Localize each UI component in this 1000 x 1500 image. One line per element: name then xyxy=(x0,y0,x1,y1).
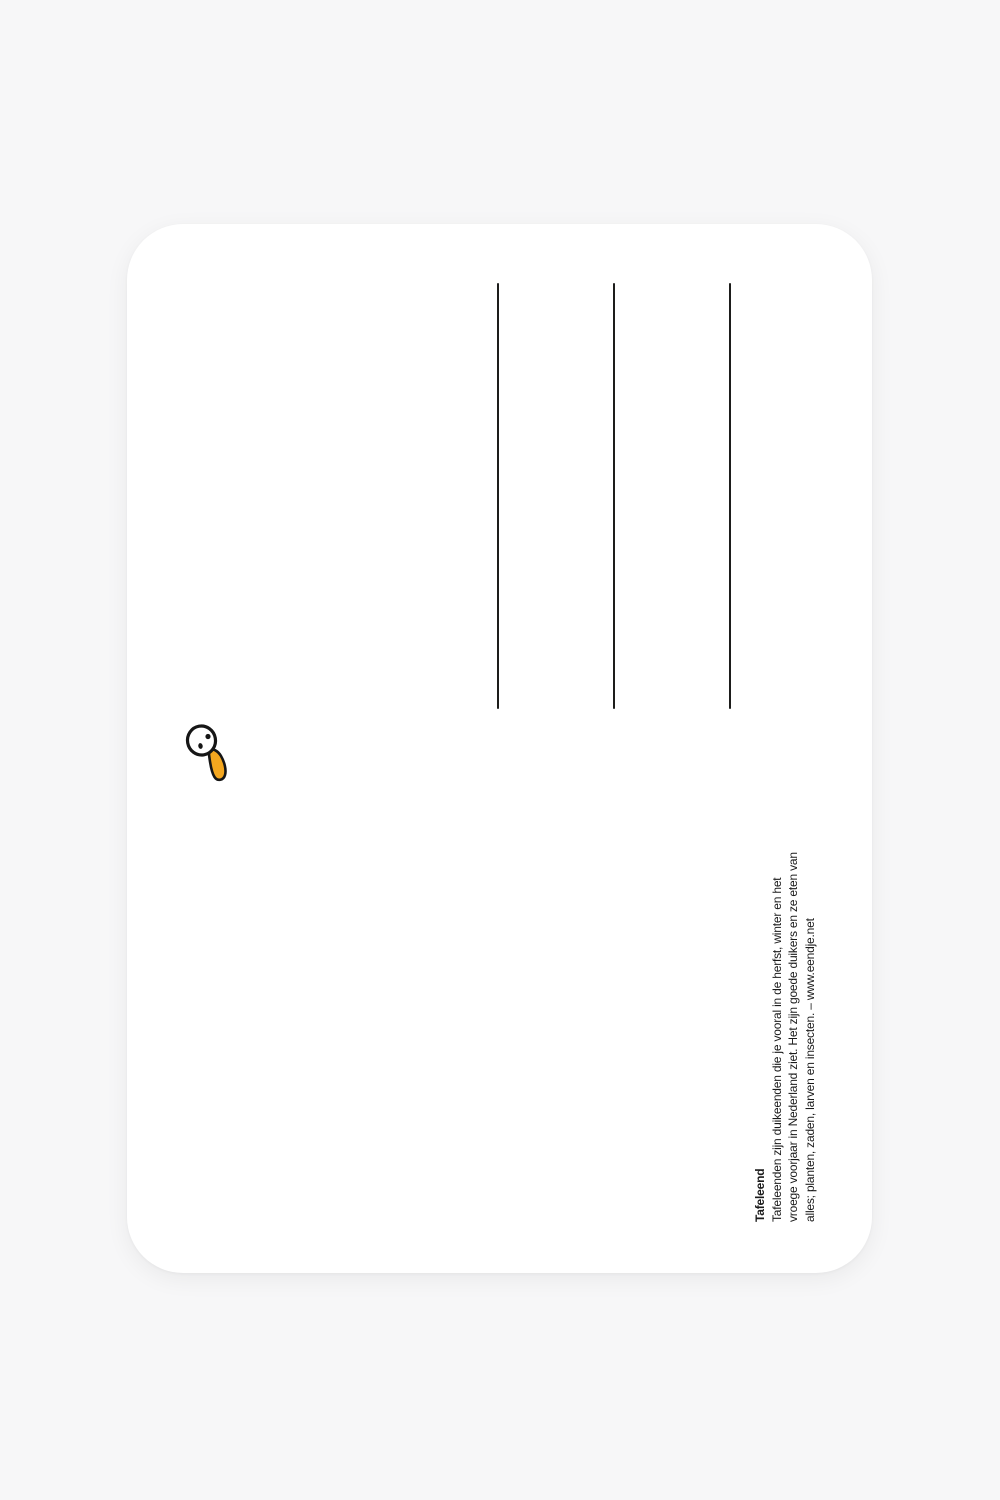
duck-beak xyxy=(209,749,226,780)
address-line xyxy=(729,283,731,709)
duck-head-icon xyxy=(183,722,231,784)
species-info-rotated xyxy=(752,830,822,1222)
species-description-line: vroege voorjaar in Nederland ziet. Het zijn goede duikers en ze eten van xyxy=(786,852,800,1222)
postcard-back xyxy=(127,224,872,1273)
species-info-block xyxy=(752,830,822,1222)
address-line xyxy=(497,283,499,709)
species-description-line: alles; planten, zaden, larven en insecten. – www.eendje.net xyxy=(802,918,817,1222)
species-description-line: Tafeleenden zijn duikeenden die je vooral in de herfst, winter en het xyxy=(769,877,784,1222)
address-line xyxy=(613,283,615,709)
species-title: Tafeleend xyxy=(753,1168,767,1222)
duck-eye xyxy=(205,734,210,739)
